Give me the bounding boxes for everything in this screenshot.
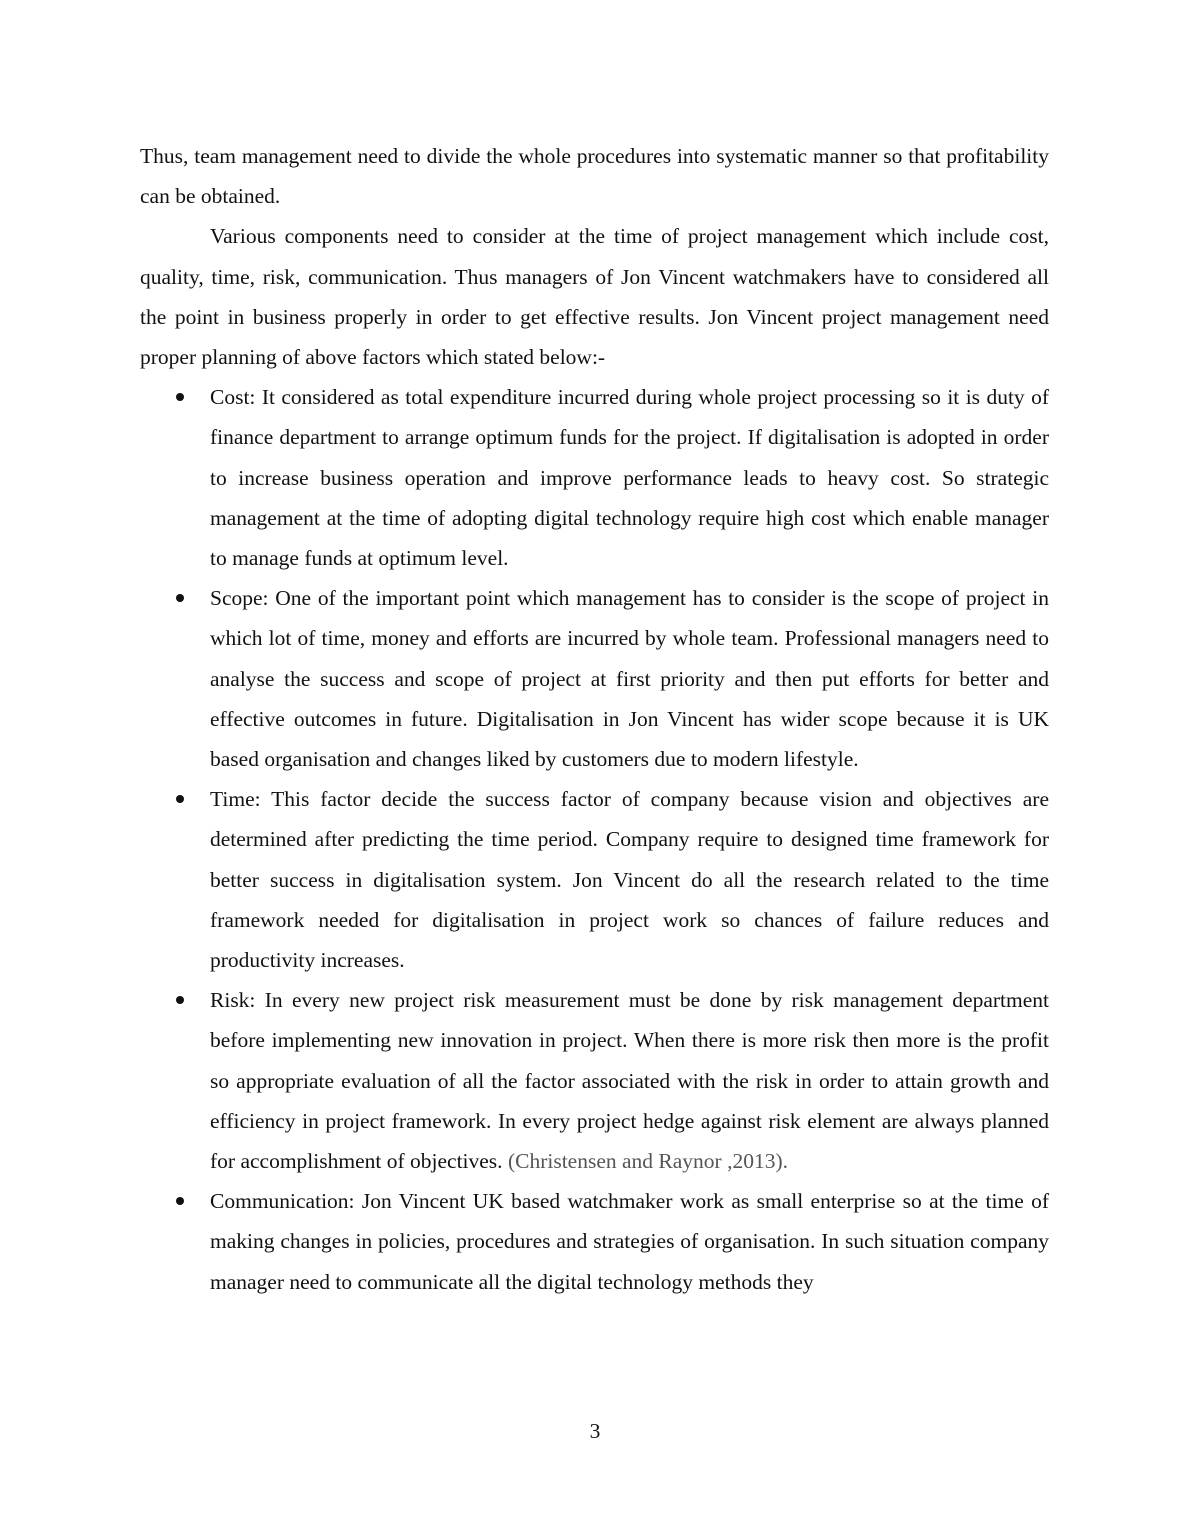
body-text (140, 136, 1049, 1302)
bullet-icon (176, 996, 184, 1004)
list-item-scope (140, 578, 1049, 779)
citation: (Christensen and Raynor ,2013). (507, 1149, 788, 1174)
bullet-icon (176, 594, 184, 602)
list-item-communication (140, 1181, 1049, 1302)
list-item-text: Communication: Jon Vincent UK based watchmaker work as small enterprise so at the time of making changes in policies, procedures and strategies of organisation. In such situation company manager need to communicate all the digital technology methods they (210, 1189, 1049, 1294)
list-item-text: Scope: One of the important point which management has to consider is the scope of project in which lot of time, money and efforts are incurred by whole team. Professional managers need to analyse the success and scope of project at first priority and then put efforts for better and effective outcomes in future. Digitalisation in Jon Vincent has wider scope because it is UK based organisation and changes liked by customers due to modern lifestyle. (210, 586, 1049, 772)
list-item-text: Cost: It considered as total expenditure incurred during whole project processing so it is duty of finance department to arrange optimum funds for the project. If digitalisation is adopted in order to increase business operation and improve performance leads to heavy cost. So strategic management at the time of adopting digital technology require high cost which enable manager to manage funds at optimum level. (210, 385, 1049, 571)
list-item-text: Risk: In every new project risk measurement must be done by risk management department before implementing new innovation in project. When there is more risk then more is the profit so appropriate evaluation of all the factor associated with the risk in order to attain growth and efficiency in project framework. In every project hedge against risk element are always planned for accomplishment of objectives. (210, 988, 1049, 1174)
list-item-text: Time: This factor decide the success factor of company because vision and objectives are determined after predicting the time period. Company require to designed time framework for better success in digitalisation system. Jon Vincent do all the research related to the time framework needed for digitalisation in project work so chances of failure reduces and productivity increases. (210, 787, 1049, 973)
bullet-icon (176, 1197, 184, 1205)
bullet-icon (176, 393, 184, 401)
page-number: 3 (589, 1419, 601, 1443)
paragraph-components: Various components need to consider at the time of project management which include cost, quality, time, risk, communication. Thus managers of Jon Vincent watchmakers have to considered all the point in business properly in order to get effective results. Jon Vincent project management need proper planning of above factors which stated below:- (140, 224, 1049, 370)
list-item-risk (140, 980, 1049, 1181)
bullet-icon (176, 795, 184, 803)
list-item-time (140, 779, 1049, 980)
factor-list (140, 377, 1049, 1302)
paragraph-intro: Thus, team management need to divide the whole procedures into systematic manner so that profitability can be obtained. (140, 144, 1049, 209)
list-item-cost (140, 377, 1049, 578)
